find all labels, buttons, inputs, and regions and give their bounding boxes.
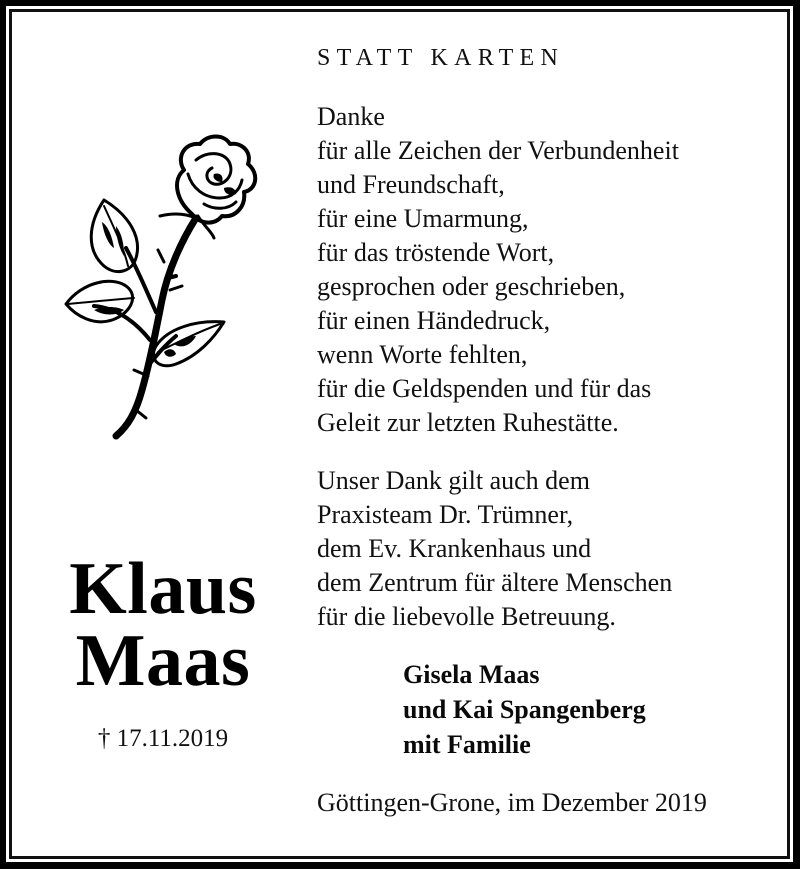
deceased-last-name: Maas [75,620,251,702]
text-line: und Freundschaft, [317,170,505,199]
place-date: Göttingen-Grone, im Dezember 2019 [317,788,707,817]
rose-icon [64,130,264,442]
notice-heading: STATT KARTEN [317,45,565,71]
text-line: für das tröstende Wort, [317,238,555,267]
signature-line: Gisela Maas [403,660,540,689]
text-line: für eine Umarmung, [317,204,529,233]
signature-line: mit Familie [403,730,531,759]
thanks-paragraph [317,100,679,440]
signature-block [403,657,646,762]
death-date: † 17.11.2019 [97,725,229,752]
text-line: dem Zentrum für ältere Menschen [317,568,673,597]
acknowledgement-paragraph [317,464,672,634]
text-line: wenn Worte fehlten, [317,340,528,369]
text-line: Praxisteam Dr. Trümner, [317,500,574,529]
text-line: Danke [317,102,385,131]
text-line: für die liebevolle Betreuung. [317,602,616,631]
text-line: gesprochen oder geschrieben, [317,272,626,301]
text-line: für einen Händedruck, [317,306,551,335]
text-line: dem Ev. Krankenhaus und [317,534,592,563]
text-line: für alle Zeichen der Verbundenheit [317,136,679,165]
text-line: Geleit zur letzten Ruhestätte. [317,408,619,437]
deceased-first-name: Klaus [69,548,257,630]
signature-line: und Kai Spangenberg [403,695,646,724]
text-line: Unser Dank gilt auch dem [317,466,590,495]
text-line: für die Geldspenden und für das [317,374,652,403]
